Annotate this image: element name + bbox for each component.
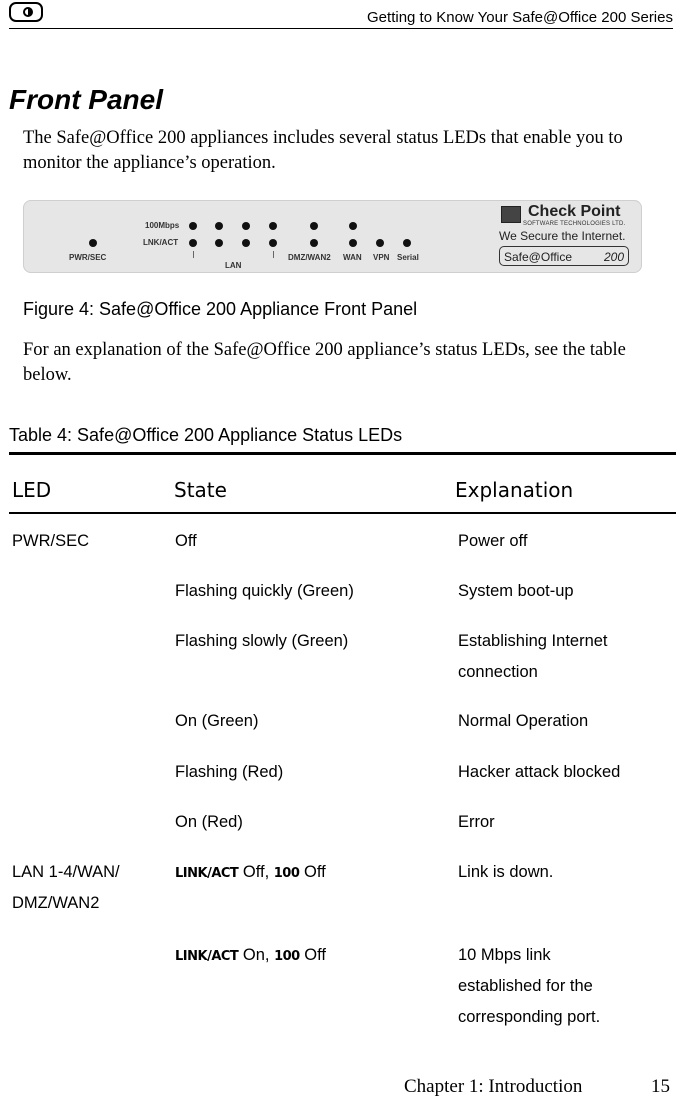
table-row-2-state: Flashing slowly (Green) bbox=[175, 632, 349, 650]
table-row-3-state: On (Green) bbox=[175, 712, 259, 730]
lan-tick-left bbox=[193, 251, 194, 258]
explanation-paragraph: For an explanation of the Safe@Office 200 appliance’s status LEDs, see the table below. bbox=[23, 340, 626, 385]
table-row-6-led-line2: DMZ/WAN2 bbox=[12, 894, 100, 912]
table-row-7-state bbox=[175, 940, 326, 972]
panel-label-lan: LAN bbox=[225, 261, 242, 270]
led-lnk-lan3 bbox=[242, 239, 250, 247]
table-row-7-state-link-act: LINK/ACT bbox=[175, 949, 239, 964]
table-row-7-explanation bbox=[458, 940, 600, 1033]
table-row-2-explanation-line2: connection bbox=[458, 663, 538, 681]
led-lnk-lan1 bbox=[189, 239, 197, 247]
intro-paragraph: The Safe@Office 200 appliances includes several status LEDs that enable you to monitor the appliance’s operation. bbox=[23, 128, 623, 173]
panel-label-serial: Serial bbox=[397, 253, 419, 262]
led-100mbps-lan4 bbox=[269, 222, 277, 230]
table-row-6-led-line1: LAN 1-4/WAN/ bbox=[12, 863, 120, 881]
brand-subtitle: SOFTWARE TECHNOLOGIES LTD. bbox=[523, 221, 626, 227]
table-header-rule bbox=[9, 512, 676, 514]
led-lnk-wan bbox=[349, 239, 357, 247]
section-title: Front Panel bbox=[9, 84, 164, 115]
footer-page-number: 15 bbox=[651, 1076, 670, 1097]
table-row-5-explanation: Error bbox=[458, 813, 495, 831]
table-row-0-led: PWR/SEC bbox=[12, 532, 90, 550]
table-row-2-explanation-line1: Establishing Internet bbox=[458, 632, 608, 650]
led-lnk-lan4 bbox=[269, 239, 277, 247]
brand-slogan: We Secure the Internet. bbox=[499, 229, 626, 243]
table-row-7-explanation-line3: corresponding port. bbox=[458, 1008, 601, 1026]
panel-label-dmz-wan2: DMZ/WAN2 bbox=[288, 253, 331, 262]
table-row-1-explanation: System boot-up bbox=[458, 582, 574, 600]
table-row-1-state: Flashing quickly (Green) bbox=[175, 582, 354, 600]
panel-label-100mbps: 100Mbps bbox=[145, 221, 180, 230]
table-row-7-explanation-line1: 10 Mbps link bbox=[458, 946, 551, 964]
table-row-7-state-100-value: Off bbox=[299, 946, 326, 964]
table-row-4-state: Flashing (Red) bbox=[175, 763, 284, 781]
table-row-6-state-100: 100 bbox=[273, 866, 300, 881]
table-header-explanation: Explanation bbox=[455, 478, 574, 502]
table-row-2-explanation bbox=[458, 626, 608, 688]
panel-label-lnk-act: LNK/ACT bbox=[143, 238, 179, 247]
header-divider bbox=[9, 28, 673, 29]
model-number: 200 bbox=[603, 250, 624, 264]
led-100mbps-lan2 bbox=[215, 222, 223, 230]
table-row-0-explanation: Power off bbox=[458, 532, 528, 550]
led-100mbps-wan bbox=[349, 222, 357, 230]
front-panel-figure bbox=[23, 200, 642, 273]
table-top-rule bbox=[9, 452, 676, 455]
led-100mbps-lan1 bbox=[189, 222, 197, 230]
table-row-6-state bbox=[175, 857, 326, 889]
table-row-6-led bbox=[12, 857, 120, 919]
table-row-7-state-link-value: On, bbox=[238, 946, 275, 964]
table-row-6-state-link-value: Off, bbox=[238, 863, 274, 881]
led-vpn bbox=[376, 239, 384, 247]
table-row-7-state-100: 100 bbox=[274, 949, 300, 964]
model-badge bbox=[499, 246, 629, 266]
table-header-led: LED bbox=[12, 478, 52, 502]
panel-label-wan: WAN bbox=[343, 253, 362, 262]
led-lnk-lan2 bbox=[215, 239, 223, 247]
led-100mbps-dmz bbox=[310, 222, 318, 230]
table-header-state: State bbox=[174, 478, 227, 502]
panel-label-pwr-sec: PWR/SEC bbox=[69, 253, 107, 262]
lan-tick-right bbox=[273, 251, 274, 258]
figure-caption: Figure 4: Safe@Office 200 Appliance Front Panel bbox=[23, 299, 418, 319]
model-name: Safe@Office bbox=[504, 250, 572, 264]
table-row-6-explanation: Link is down. bbox=[458, 863, 554, 881]
table-row-7-explanation-line2: established for the bbox=[458, 977, 593, 995]
led-100mbps-lan3 bbox=[242, 222, 250, 230]
checkpoint-logo-icon bbox=[501, 206, 521, 223]
led-serial bbox=[403, 239, 411, 247]
running-header-title: Getting to Know Your Safe@Office 200 Series bbox=[367, 9, 673, 26]
brand-name: Check Point bbox=[528, 203, 621, 220]
table-row-6-state-link-act: LINK/ACT bbox=[175, 866, 239, 881]
panel-label-vpn: VPN bbox=[373, 253, 390, 262]
header-logo-icon bbox=[9, 2, 43, 22]
footer-chapter: Chapter 1: Introduction bbox=[404, 1076, 583, 1097]
table-caption: Table 4: Safe@Office 200 Appliance Status LEDs bbox=[9, 425, 403, 445]
table-row-0-state: Off bbox=[175, 532, 197, 550]
table-row-4-explanation: Hacker attack blocked bbox=[458, 763, 621, 781]
table-row-6-state-100-value: Off bbox=[299, 863, 326, 881]
led-lnk-dmz bbox=[310, 239, 318, 247]
table-row-3-explanation: Normal Operation bbox=[458, 712, 589, 730]
led-pwr-sec bbox=[89, 239, 97, 247]
table-row-5-state: On (Red) bbox=[175, 813, 243, 831]
